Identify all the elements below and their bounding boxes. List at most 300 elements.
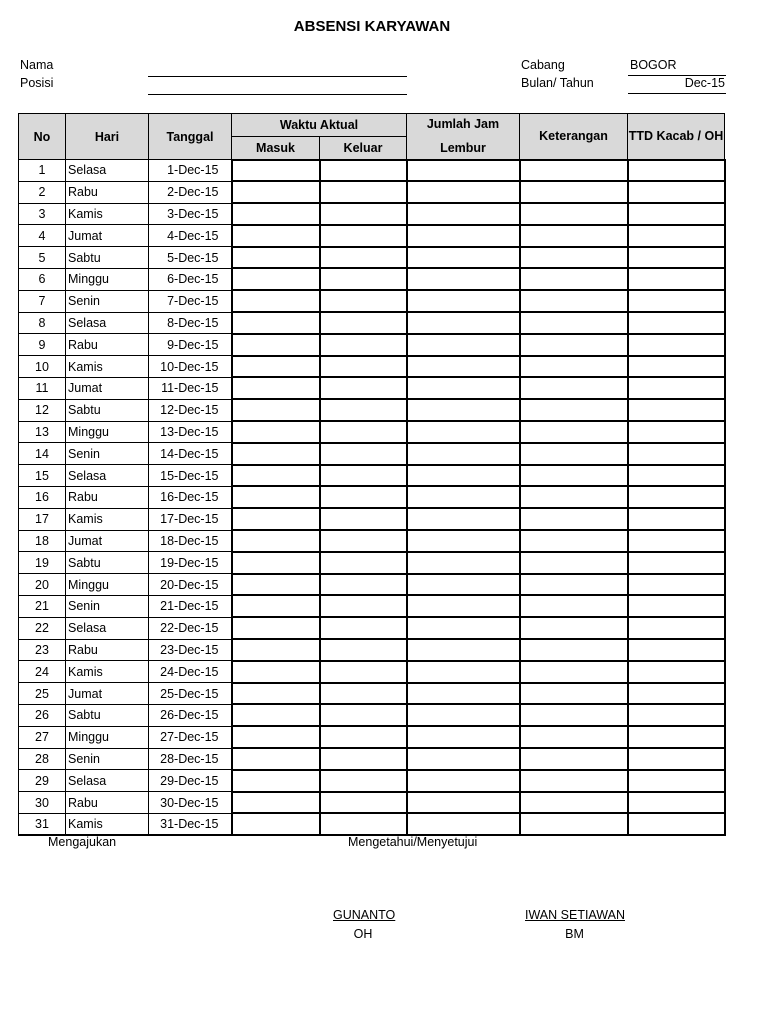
row-keluar-cell[interactable] xyxy=(320,639,407,661)
table-row xyxy=(19,225,725,247)
row-no: 24 xyxy=(19,661,66,683)
signer2-role: BM xyxy=(565,927,584,941)
row-keluar-cell[interactable] xyxy=(320,726,407,748)
row-no: 6 xyxy=(19,268,66,290)
row-keterangan-cell[interactable] xyxy=(520,813,628,835)
row-masuk-cell[interactable] xyxy=(232,661,320,683)
row-lembur-cell[interactable] xyxy=(407,312,520,334)
row-tanggal: 29-Dec-15 xyxy=(149,770,232,792)
row-ttd-cell[interactable] xyxy=(628,160,725,182)
table-row xyxy=(19,465,725,487)
row-no: 16 xyxy=(19,486,66,508)
row-hari: Sabtu xyxy=(66,399,149,421)
mengajukan-label: Mengajukan xyxy=(48,835,117,849)
row-keterangan-cell[interactable] xyxy=(520,377,628,399)
table-row xyxy=(19,421,725,443)
row-ttd-cell[interactable] xyxy=(628,683,725,705)
cabang-value: BOGOR xyxy=(630,58,677,72)
row-hari: Rabu xyxy=(66,792,149,814)
row-ttd-cell[interactable] xyxy=(628,465,725,487)
row-tanggal: 19-Dec-15 xyxy=(149,552,232,574)
row-lembur-cell[interactable] xyxy=(407,203,520,225)
table-row xyxy=(19,748,725,770)
row-lembur-cell[interactable] xyxy=(407,813,520,835)
row-tanggal: 8-Dec-15 xyxy=(149,312,232,334)
row-tanggal: 16-Dec-15 xyxy=(149,486,232,508)
row-lembur-cell[interactable] xyxy=(407,530,520,552)
row-tanggal: 4-Dec-15 xyxy=(149,225,232,247)
row-ttd-cell[interactable] xyxy=(628,268,725,290)
row-hari: Minggu xyxy=(66,574,149,596)
row-tanggal: 21-Dec-15 xyxy=(149,595,232,617)
row-masuk-cell[interactable] xyxy=(232,813,320,835)
row-masuk-cell[interactable] xyxy=(232,595,320,617)
row-masuk-cell[interactable] xyxy=(232,726,320,748)
header-no: No xyxy=(19,114,66,160)
row-lembur-cell[interactable] xyxy=(407,704,520,726)
row-no: 17 xyxy=(19,508,66,530)
row-hari: Kamis xyxy=(66,356,149,378)
row-masuk-cell[interactable] xyxy=(232,748,320,770)
row-tanggal: 25-Dec-15 xyxy=(149,683,232,705)
row-hari: Jumat xyxy=(66,377,149,399)
row-tanggal: 2-Dec-15 xyxy=(149,181,232,203)
row-masuk-cell[interactable] xyxy=(232,377,320,399)
row-no: 12 xyxy=(19,399,66,421)
row-tanggal: 20-Dec-15 xyxy=(149,574,232,596)
row-ttd-cell[interactable] xyxy=(628,595,725,617)
row-keluar-cell[interactable] xyxy=(320,247,407,269)
row-keterangan-cell[interactable] xyxy=(520,181,628,203)
row-hari: Minggu xyxy=(66,421,149,443)
table-row xyxy=(19,683,725,705)
table-row xyxy=(19,203,725,225)
table-row xyxy=(19,356,725,378)
row-hari: Selasa xyxy=(66,312,149,334)
row-lembur-cell[interactable] xyxy=(407,356,520,378)
table-row xyxy=(19,312,725,334)
header-keluar: Keluar xyxy=(320,137,407,160)
row-hari: Selasa xyxy=(66,617,149,639)
row-no: 28 xyxy=(19,748,66,770)
row-masuk-cell[interactable] xyxy=(232,770,320,792)
row-tanggal: 27-Dec-15 xyxy=(149,726,232,748)
row-keluar-cell[interactable] xyxy=(320,530,407,552)
row-keterangan-cell[interactable] xyxy=(520,443,628,465)
posisi-label: Posisi xyxy=(20,76,54,90)
table-row xyxy=(19,377,725,399)
row-keluar-cell[interactable] xyxy=(320,792,407,814)
row-keluar-cell[interactable] xyxy=(320,421,407,443)
table-row xyxy=(19,574,725,596)
row-keterangan-cell[interactable] xyxy=(520,595,628,617)
row-masuk-cell[interactable] xyxy=(232,225,320,247)
row-hari: Kamis xyxy=(66,661,149,683)
row-tanggal: 24-Dec-15 xyxy=(149,661,232,683)
row-ttd-cell[interactable] xyxy=(628,792,725,814)
row-ttd-cell[interactable] xyxy=(628,574,725,596)
table-row xyxy=(19,661,725,683)
row-keluar-cell[interactable] xyxy=(320,486,407,508)
row-keterangan-cell[interactable] xyxy=(520,268,628,290)
row-no: 22 xyxy=(19,617,66,639)
header-waktu-aktual: Waktu Aktual xyxy=(232,114,407,137)
signer1-role: OH xyxy=(353,927,373,941)
row-tanggal: 12-Dec-15 xyxy=(149,399,232,421)
cabang-label: Cabang xyxy=(521,58,565,72)
table-row xyxy=(19,399,725,421)
row-no: 15 xyxy=(19,465,66,487)
row-masuk-cell[interactable] xyxy=(232,617,320,639)
row-keluar-cell[interactable] xyxy=(320,290,407,312)
row-no: 4 xyxy=(19,225,66,247)
row-masuk-cell[interactable] xyxy=(232,203,320,225)
row-keterangan-cell[interactable] xyxy=(520,726,628,748)
row-lembur-cell[interactable] xyxy=(407,617,520,639)
row-keterangan-cell[interactable] xyxy=(520,203,628,225)
row-lembur-cell[interactable] xyxy=(407,792,520,814)
row-lembur-cell[interactable] xyxy=(407,225,520,247)
row-hari: Selasa xyxy=(66,770,149,792)
row-lembur-cell[interactable] xyxy=(407,160,520,182)
row-lembur-cell[interactable] xyxy=(407,574,520,596)
row-masuk-cell[interactable] xyxy=(232,356,320,378)
header-tanggal: Tanggal xyxy=(149,114,232,160)
row-masuk-cell[interactable] xyxy=(232,334,320,356)
row-masuk-cell[interactable] xyxy=(232,312,320,334)
row-ttd-cell[interactable] xyxy=(628,508,725,530)
table-row xyxy=(19,595,725,617)
row-lembur-cell[interactable] xyxy=(407,595,520,617)
row-tanggal: 7-Dec-15 xyxy=(149,290,232,312)
row-ttd-cell[interactable] xyxy=(628,377,725,399)
row-tanggal: 3-Dec-15 xyxy=(149,203,232,225)
row-no: 9 xyxy=(19,334,66,356)
row-keluar-cell[interactable] xyxy=(320,508,407,530)
row-tanggal: 6-Dec-15 xyxy=(149,268,232,290)
posisi-field-line[interactable] xyxy=(148,94,407,95)
row-no: 27 xyxy=(19,726,66,748)
table-row xyxy=(19,181,725,203)
row-masuk-cell[interactable] xyxy=(232,443,320,465)
header-masuk: Masuk xyxy=(232,137,320,160)
signer1-name: GUNANTO xyxy=(333,908,396,922)
row-no: 20 xyxy=(19,574,66,596)
row-ttd-cell[interactable] xyxy=(628,247,725,269)
row-lembur-cell[interactable] xyxy=(407,726,520,748)
row-keterangan-cell[interactable] xyxy=(520,312,628,334)
row-lembur-cell[interactable] xyxy=(407,399,520,421)
row-keluar-cell[interactable] xyxy=(320,661,407,683)
row-no: 30 xyxy=(19,792,66,814)
row-ttd-cell[interactable] xyxy=(628,639,725,661)
row-lembur-cell[interactable] xyxy=(407,465,520,487)
row-hari: Sabtu xyxy=(66,552,149,574)
row-lembur-cell[interactable] xyxy=(407,748,520,770)
row-keterangan-cell[interactable] xyxy=(520,639,628,661)
row-masuk-cell[interactable] xyxy=(232,247,320,269)
table-row xyxy=(19,704,725,726)
row-ttd-cell[interactable] xyxy=(628,530,725,552)
row-lembur-cell[interactable] xyxy=(407,683,520,705)
row-keterangan-cell[interactable] xyxy=(520,399,628,421)
row-masuk-cell[interactable] xyxy=(232,639,320,661)
row-hari: Senin xyxy=(66,290,149,312)
row-lembur-cell[interactable] xyxy=(407,290,520,312)
header-lembur: Lembur xyxy=(440,141,486,155)
row-no: 31 xyxy=(19,813,66,835)
row-masuk-cell[interactable] xyxy=(232,683,320,705)
row-keterangan-cell[interactable] xyxy=(520,552,628,574)
row-lembur-cell[interactable] xyxy=(407,486,520,508)
row-lembur-cell[interactable] xyxy=(407,443,520,465)
signer2-name: IWAN SETIAWAN xyxy=(525,908,625,922)
row-keterangan-cell[interactable] xyxy=(520,356,628,378)
row-keluar-cell[interactable] xyxy=(320,748,407,770)
row-keterangan-cell[interactable] xyxy=(520,290,628,312)
table-row xyxy=(19,486,725,508)
row-no: 18 xyxy=(19,530,66,552)
row-keluar-cell[interactable] xyxy=(320,377,407,399)
row-keterangan-cell[interactable] xyxy=(520,508,628,530)
row-lembur-cell[interactable] xyxy=(407,334,520,356)
table-row xyxy=(19,552,725,574)
row-ttd-cell[interactable] xyxy=(628,726,725,748)
bulan-underline xyxy=(628,93,726,94)
row-tanggal: 10-Dec-15 xyxy=(149,356,232,378)
row-hari: Jumat xyxy=(66,683,149,705)
row-keterangan-cell[interactable] xyxy=(520,770,628,792)
row-keluar-cell[interactable] xyxy=(320,181,407,203)
row-keluar-cell[interactable] xyxy=(320,160,407,182)
row-hari: Kamis xyxy=(66,203,149,225)
row-lembur-cell[interactable] xyxy=(407,181,520,203)
row-masuk-cell[interactable] xyxy=(232,181,320,203)
nama-label: Nama xyxy=(20,58,54,72)
row-hari: Sabtu xyxy=(66,704,149,726)
row-hari: Minggu xyxy=(66,268,149,290)
row-no: 7 xyxy=(19,290,66,312)
row-lembur-cell[interactable] xyxy=(407,639,520,661)
row-hari: Jumat xyxy=(66,530,149,552)
row-ttd-cell[interactable] xyxy=(628,552,725,574)
row-hari: Senin xyxy=(66,748,149,770)
row-ttd-cell[interactable] xyxy=(628,443,725,465)
row-keluar-cell[interactable] xyxy=(320,203,407,225)
row-keterangan-cell[interactable] xyxy=(520,683,628,705)
row-hari: Sabtu xyxy=(66,247,149,269)
row-keluar-cell[interactable] xyxy=(320,399,407,421)
row-ttd-cell[interactable] xyxy=(628,421,725,443)
row-keluar-cell[interactable] xyxy=(320,770,407,792)
page-title: ABSENSI KARYAWAN xyxy=(293,18,451,35)
row-no: 21 xyxy=(19,595,66,617)
nama-field-line[interactable] xyxy=(148,76,407,77)
row-lembur-cell[interactable] xyxy=(407,552,520,574)
row-masuk-cell[interactable] xyxy=(232,704,320,726)
table-row xyxy=(19,639,725,661)
row-tanggal: 17-Dec-15 xyxy=(149,508,232,530)
row-tanggal: 1-Dec-15 xyxy=(149,160,232,182)
row-no: 29 xyxy=(19,770,66,792)
row-tanggal: 15-Dec-15 xyxy=(149,465,232,487)
row-hari: Rabu xyxy=(66,486,149,508)
row-keterangan-cell[interactable] xyxy=(520,465,628,487)
row-keterangan-cell[interactable] xyxy=(520,334,628,356)
header-keterangan: Keterangan xyxy=(520,114,628,160)
row-masuk-cell[interactable] xyxy=(232,552,320,574)
row-keterangan-cell[interactable] xyxy=(520,530,628,552)
row-keterangan-cell[interactable] xyxy=(520,661,628,683)
row-tanggal: 26-Dec-15 xyxy=(149,704,232,726)
row-tanggal: 28-Dec-15 xyxy=(149,748,232,770)
row-ttd-cell[interactable] xyxy=(628,617,725,639)
row-keluar-cell[interactable] xyxy=(320,552,407,574)
row-lembur-cell[interactable] xyxy=(407,661,520,683)
table-row xyxy=(19,726,725,748)
table-row xyxy=(19,268,725,290)
row-lembur-cell[interactable] xyxy=(407,770,520,792)
row-ttd-cell[interactable] xyxy=(628,312,725,334)
row-keluar-cell[interactable] xyxy=(320,595,407,617)
header-ttd: TTD Kacab / OH xyxy=(628,114,725,160)
row-tanggal: 31-Dec-15 xyxy=(149,813,232,835)
row-hari: Senin xyxy=(66,443,149,465)
table-row xyxy=(19,530,725,552)
row-keterangan-cell[interactable] xyxy=(520,486,628,508)
table-row xyxy=(19,247,725,269)
table-row xyxy=(19,443,725,465)
row-hari: Senin xyxy=(66,595,149,617)
row-ttd-cell[interactable] xyxy=(628,486,725,508)
row-tanggal: 18-Dec-15 xyxy=(149,530,232,552)
row-hari: Selasa xyxy=(66,465,149,487)
row-keluar-cell[interactable] xyxy=(320,312,407,334)
row-masuk-cell[interactable] xyxy=(232,160,320,182)
row-keterangan-cell[interactable] xyxy=(520,748,628,770)
row-keluar-cell[interactable] xyxy=(320,704,407,726)
row-hari: Kamis xyxy=(66,508,149,530)
row-keluar-cell[interactable] xyxy=(320,617,407,639)
header-hari: Hari xyxy=(66,114,149,160)
row-keterangan-cell[interactable] xyxy=(520,792,628,814)
row-ttd-cell[interactable] xyxy=(628,661,725,683)
row-keterangan-cell[interactable] xyxy=(520,421,628,443)
row-keluar-cell[interactable] xyxy=(320,443,407,465)
row-masuk-cell[interactable] xyxy=(232,399,320,421)
row-hari: Jumat xyxy=(66,225,149,247)
row-keluar-cell[interactable] xyxy=(320,813,407,835)
row-ttd-cell[interactable] xyxy=(628,704,725,726)
row-no: 19 xyxy=(19,552,66,574)
row-tanggal: 5-Dec-15 xyxy=(149,247,232,269)
row-masuk-cell[interactable] xyxy=(232,290,320,312)
row-keterangan-cell[interactable] xyxy=(520,160,628,182)
row-lembur-cell[interactable] xyxy=(407,247,520,269)
row-lembur-cell[interactable] xyxy=(407,268,520,290)
mengetahui-label: Mengetahui/Menyetujui xyxy=(348,835,478,849)
row-no: 8 xyxy=(19,312,66,334)
row-hari: Rabu xyxy=(66,334,149,356)
row-no: 5 xyxy=(19,247,66,269)
bulan-tahun-label: Bulan/ Tahun xyxy=(521,76,594,90)
row-no: 23 xyxy=(19,639,66,661)
row-masuk-cell[interactable] xyxy=(232,421,320,443)
row-masuk-cell[interactable] xyxy=(232,792,320,814)
row-hari: Kamis xyxy=(66,813,149,835)
row-no: 26 xyxy=(19,704,66,726)
row-no: 14 xyxy=(19,443,66,465)
row-ttd-cell[interactable] xyxy=(628,181,725,203)
row-keluar-cell[interactable] xyxy=(320,574,407,596)
row-keluar-cell[interactable] xyxy=(320,465,407,487)
row-hari: Rabu xyxy=(66,639,149,661)
row-lembur-cell[interactable] xyxy=(407,377,520,399)
header-jumlah-jam: Jumlah Jam xyxy=(426,117,500,131)
table-row xyxy=(19,334,725,356)
row-ttd-cell[interactable] xyxy=(628,290,725,312)
table-row xyxy=(19,290,725,312)
row-ttd-cell[interactable] xyxy=(628,399,725,421)
row-keluar-cell[interactable] xyxy=(320,334,407,356)
row-keterangan-cell[interactable] xyxy=(520,574,628,596)
row-keterangan-cell[interactable] xyxy=(520,247,628,269)
row-ttd-cell[interactable] xyxy=(628,748,725,770)
row-keluar-cell[interactable] xyxy=(320,268,407,290)
row-tanggal: 23-Dec-15 xyxy=(149,639,232,661)
row-lembur-cell[interactable] xyxy=(407,508,520,530)
attendance-table xyxy=(18,113,726,836)
row-masuk-cell[interactable] xyxy=(232,530,320,552)
bulan-tahun-value: Dec-15 xyxy=(684,76,725,90)
row-masuk-cell[interactable] xyxy=(232,574,320,596)
table-row xyxy=(19,770,725,792)
row-keluar-cell[interactable] xyxy=(320,225,407,247)
row-keterangan-cell[interactable] xyxy=(520,704,628,726)
row-tanggal: 14-Dec-15 xyxy=(149,443,232,465)
table-row xyxy=(19,508,725,530)
header-jumlah-jam-lembur xyxy=(407,114,520,160)
table-row xyxy=(19,813,725,835)
row-tanggal: 22-Dec-15 xyxy=(149,617,232,639)
row-hari: Minggu xyxy=(66,726,149,748)
row-no: 10 xyxy=(19,356,66,378)
row-ttd-cell[interactable] xyxy=(628,334,725,356)
row-ttd-cell[interactable] xyxy=(628,356,725,378)
row-ttd-cell[interactable] xyxy=(628,770,725,792)
row-hari: Rabu xyxy=(66,181,149,203)
row-tanggal: 9-Dec-15 xyxy=(149,334,232,356)
table-row xyxy=(19,617,725,639)
row-masuk-cell[interactable] xyxy=(232,508,320,530)
row-keluar-cell[interactable] xyxy=(320,683,407,705)
row-ttd-cell[interactable] xyxy=(628,225,725,247)
row-ttd-cell[interactable] xyxy=(628,813,725,835)
row-keterangan-cell[interactable] xyxy=(520,617,628,639)
row-ttd-cell[interactable] xyxy=(628,203,725,225)
row-lembur-cell[interactable] xyxy=(407,421,520,443)
row-masuk-cell[interactable] xyxy=(232,268,320,290)
row-no: 3 xyxy=(19,203,66,225)
row-keterangan-cell[interactable] xyxy=(520,225,628,247)
row-masuk-cell[interactable] xyxy=(232,465,320,487)
row-tanggal: 11-Dec-15 xyxy=(149,377,232,399)
row-keluar-cell[interactable] xyxy=(320,356,407,378)
row-no: 11 xyxy=(19,377,66,399)
row-no: 25 xyxy=(19,683,66,705)
row-masuk-cell[interactable] xyxy=(232,486,320,508)
table-row xyxy=(19,792,725,814)
